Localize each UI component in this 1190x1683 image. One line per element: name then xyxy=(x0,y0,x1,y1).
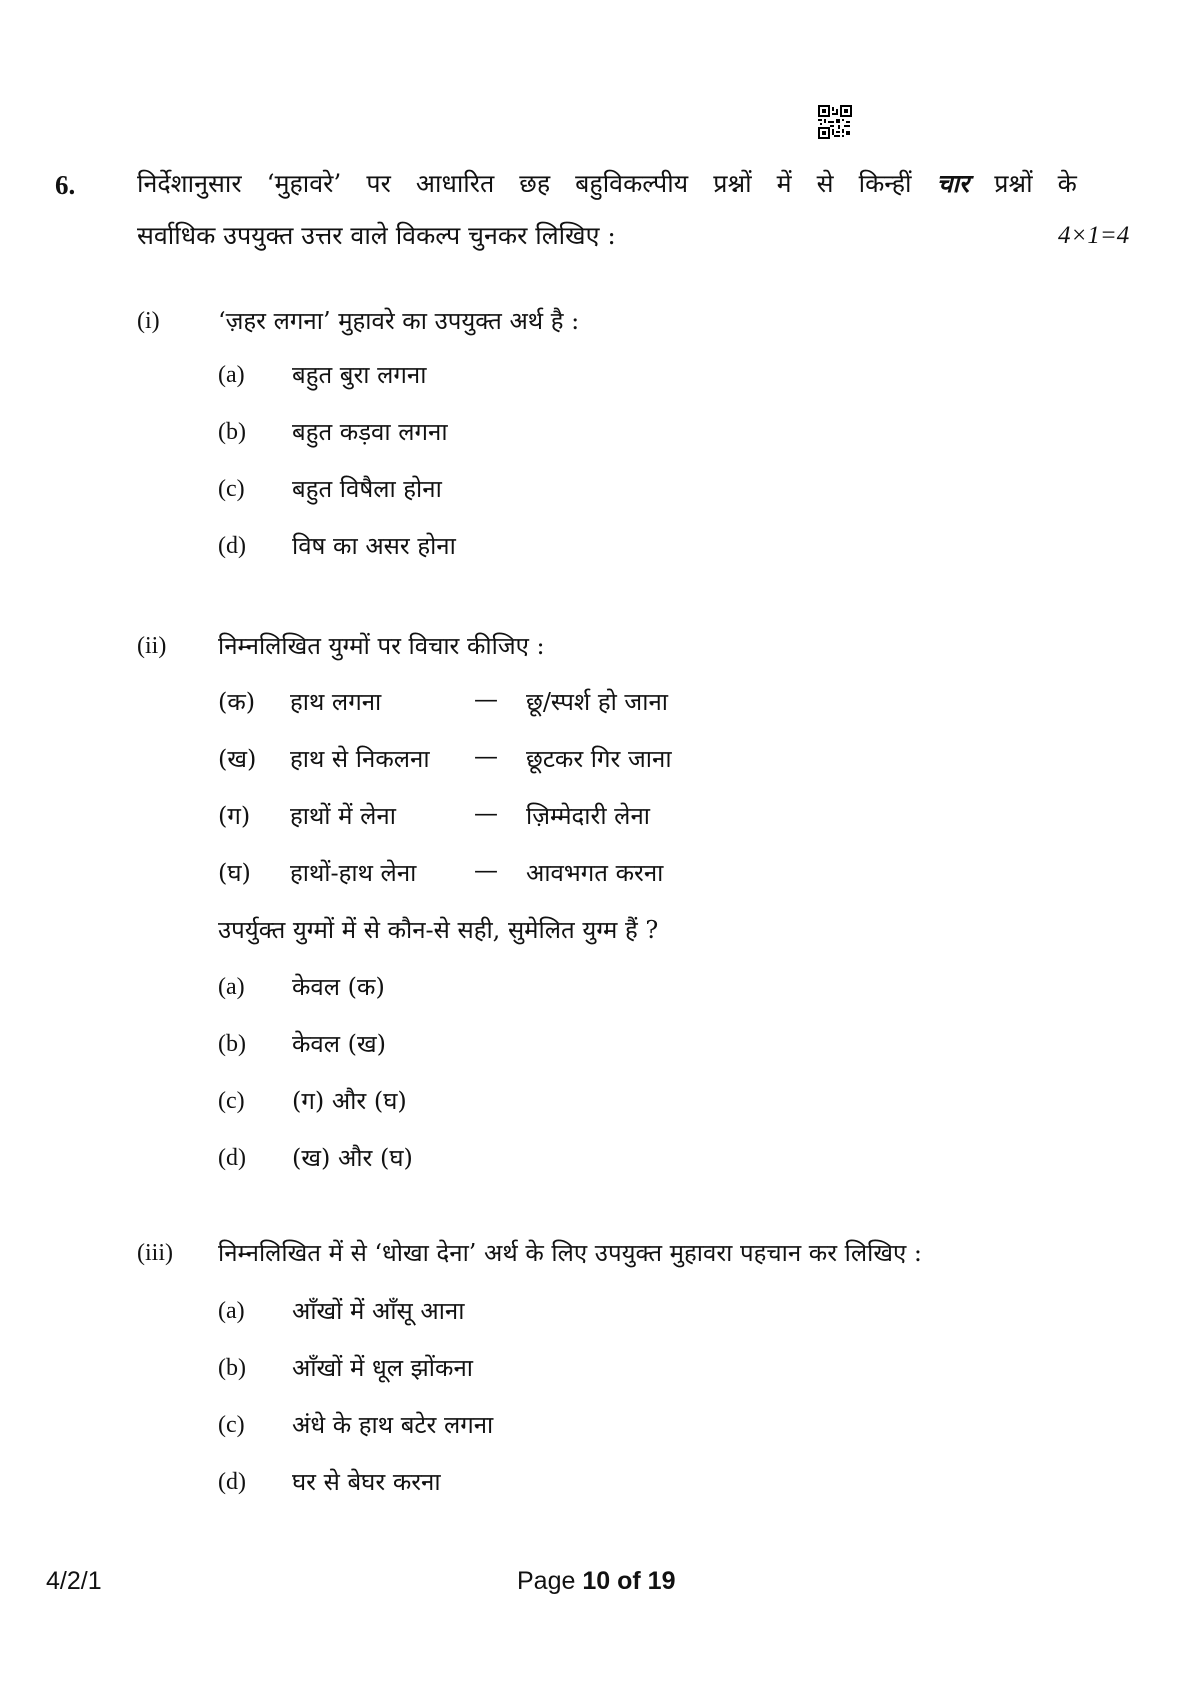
subquestion-stem: निम्नलिखित युग्मों पर विचार कीजिए : xyxy=(218,632,545,660)
option-label: (c) xyxy=(218,1412,245,1438)
question-instruction-line-2: सर्वाधिक उपयुक्त उत्तर वाले विकल्प चुनकर लिखिए : xyxy=(137,221,616,250)
instruction-word: आधारित xyxy=(415,169,495,198)
subquestion-label: (iii) xyxy=(137,1240,173,1266)
qr-code-icon xyxy=(818,105,852,139)
option-text: बहुत बुरा लगना xyxy=(292,361,427,389)
page-total: 19 xyxy=(647,1567,676,1595)
pair-left: हाथों-हाथ लेना xyxy=(290,859,417,887)
option-text: केवल (ख) xyxy=(292,1030,387,1058)
pair-right: ज़िम्मेदारी लेना xyxy=(526,802,650,830)
option-label: (c) xyxy=(218,476,245,502)
option-label: (a) xyxy=(218,974,245,1000)
page-number xyxy=(517,1567,675,1596)
option-label: (a) xyxy=(218,1298,245,1324)
option-label: (b) xyxy=(218,1355,246,1381)
subquestion-stem: निम्नलिखित में से ‘धोखा देना’ अर्थ के लिए उपयुक्त मुहावरा पहचान कर लिखिए : xyxy=(218,1239,922,1267)
option-label: (a) xyxy=(218,362,245,388)
instruction-word: ‘मुहावरे’ xyxy=(266,169,342,198)
option-text: बहुत कड़वा लगना xyxy=(292,418,448,446)
page-of: of xyxy=(617,1567,641,1595)
pair-label: (ख) xyxy=(218,745,257,773)
instruction-word: बहुविकल्पीय xyxy=(575,169,689,198)
marks-allocation: 4×1=4 xyxy=(1058,222,1130,249)
paper-code: 4/2/1 xyxy=(46,1567,102,1595)
option-label: (b) xyxy=(218,419,246,445)
instruction-word: पर xyxy=(366,169,391,198)
pair-label: (घ) xyxy=(218,859,251,887)
pair-dash: — xyxy=(474,856,498,884)
option-text: विष का असर होना xyxy=(292,532,456,560)
page-prefix: Page xyxy=(517,1567,576,1595)
pair-label: (क) xyxy=(218,688,256,716)
option-text: घर से बेघर करना xyxy=(292,1468,441,1496)
option-text: बहुत विषैला होना xyxy=(292,475,442,503)
instruction-word: प्रश्नों xyxy=(713,169,752,198)
page-current: 10 xyxy=(582,1567,611,1595)
subquestion-follow-up: उपर्युक्त युग्मों में से कौन-से सही, सुमेलित युग्म हैं ? xyxy=(218,916,659,944)
pair-right: आवभगत करना xyxy=(526,859,664,887)
option-label: (b) xyxy=(218,1031,246,1057)
option-text: (ख) और (घ) xyxy=(292,1144,413,1172)
pair-right: छूटकर गिर जाना xyxy=(526,745,672,773)
instruction-word: से xyxy=(816,169,834,198)
option-text: केवल (क) xyxy=(292,973,385,1001)
instruction-word: प्रश्नों xyxy=(994,169,1033,198)
option-label: (c) xyxy=(218,1088,245,1114)
pair-dash: — xyxy=(474,742,498,770)
instruction-word: में xyxy=(776,169,792,198)
question-number: 6. xyxy=(55,170,76,200)
instruction-word: निर्देशानुसार xyxy=(137,169,242,198)
option-text: (ग) और (घ) xyxy=(292,1087,407,1115)
option-text: आँखों में धूल झोंकना xyxy=(292,1354,473,1382)
pair-left: हाथों में लेना xyxy=(290,802,396,830)
option-label: (d) xyxy=(218,533,246,559)
option-label: (d) xyxy=(218,1145,246,1171)
instruction-emphasis: चार xyxy=(936,169,970,198)
question-instruction-line-1 xyxy=(137,158,1077,210)
subquestion-label: (i) xyxy=(137,308,160,334)
pair-dash: — xyxy=(474,799,498,827)
instruction-word: किन्हीं xyxy=(858,169,912,198)
pair-dash: — xyxy=(474,685,498,713)
instruction-word: छह xyxy=(519,169,551,198)
option-text: आँखों में आँसू आना xyxy=(292,1297,465,1325)
subquestion-stem: ‘ज़हर लगना’ मुहावरे का उपयुक्त अर्थ है : xyxy=(218,307,580,335)
pair-right: छू/स्पर्श हो जाना xyxy=(526,688,668,716)
subquestion-label: (ii) xyxy=(137,633,167,659)
pair-left: हाथ से निकलना xyxy=(290,745,430,773)
pair-left: हाथ लगना xyxy=(290,688,382,716)
instruction-word: के xyxy=(1057,169,1077,198)
option-label: (d) xyxy=(218,1469,246,1495)
option-text: अंधे के हाथ बटेर लगना xyxy=(292,1411,494,1439)
pair-label: (ग) xyxy=(218,802,251,830)
